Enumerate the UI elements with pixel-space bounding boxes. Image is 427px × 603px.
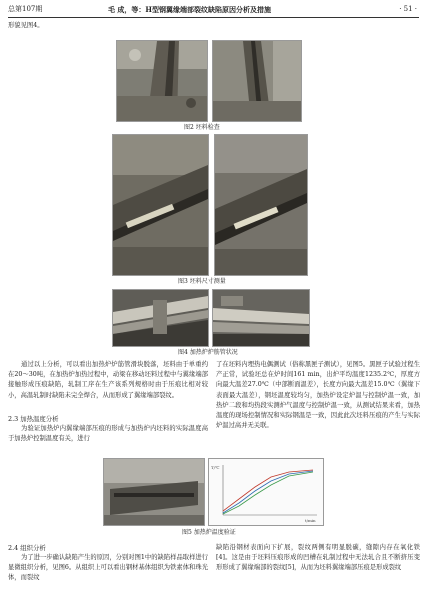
running-title: 毛 成，等：H型钢翼缘端部裂纹缺陷原因分析及措施 <box>108 5 272 14</box>
intro-line: 形貌见图4。 <box>8 22 44 29</box>
fig5-photo-image <box>104 459 204 525</box>
fig4-right-image <box>213 290 309 346</box>
fig5-caption: 图5 加热炉温度验证 <box>182 529 236 536</box>
fig2-photo-right <box>212 40 302 122</box>
fig3-caption: 图3 坯料尺寸测量 <box>178 278 226 285</box>
fig2-right-image <box>213 41 301 121</box>
fig4-left-image <box>113 290 208 346</box>
fig5-chart-image <box>209 459 323 525</box>
right-paragraph-1: 了在坯料内埋热电偶测试（俗称黑匣子测试），见图5。黑匣子试验过程生产正常，试验坯总在炉时间161 min，出炉平均温度1235.2℃，厚度方向最大温差27.0℃（中部断面温差），长度方向最大温差15.0℃（翼缘下表面最大温差），钢坯温度较均匀，加热炉设定炉温与控制炉温一致，加热炉二段和均热段实测炉气温度与控制炉温一致，从测试结果来看，加热温度的现场控制情况和实际钢温是一致，因此此次坯料压痕的产生与实际炉温过高并无关联。 <box>216 361 420 430</box>
fig5-chart <box>208 458 324 526</box>
section-2-3-heading: 2.3 加热温度分析 <box>8 415 59 423</box>
fig3-left-image <box>113 135 208 275</box>
fig5-x-label: t/min <box>305 518 316 523</box>
fig3-right-image <box>215 135 307 275</box>
fig2-left-image <box>117 41 207 121</box>
bottom-left-paragraph: 为了进一步确认缺陷产生的原因，分别对图1中的缺陷样品取样进行显微组织分析，见图6。从组织上可以看出钢材基体组织为铁素体和珠光体，而裂纹 <box>8 554 208 582</box>
left-paragraph-1: 通过以上分析，可以看出加热炉炉筋管滑块脱落，坯料由于单重约在20～30吨，在加热炉加热过程中，动梁在移动坯料过程中与翼缘端部接触形成压痕缺陷，轧制工序在生产该系列规格时由于压痕比相对较小，高温轧制时缺陷未完全焊合，从而形成了翼缘端部裂纹。 <box>8 361 208 399</box>
fig5-photo <box>103 458 205 526</box>
left-paragraph-2: 为验证加热炉内翼缘端部压痕的形成与加热炉内坯料的实际温度高于加热炉控制温度有关，进行 <box>8 425 208 443</box>
fig5-y-label: T/℃ <box>211 465 220 470</box>
fig2-photo-left <box>116 40 208 122</box>
fig3-photo-right <box>214 134 308 276</box>
journal-volume: 总第107期 <box>8 5 43 13</box>
bottom-right-paragraph: 缺陷沿钢材表面向下扩展，裂纹两侧有明显脱碳，缝隙内存在氧化铁[4]。这是由于坯料压痕形成的凹槽在轧制过程中无法轧合且不断挤压变形形成了翼缘端部的裂纹[5]，从而为坯料翼缘端部压痕是形成裂纹 <box>216 544 420 572</box>
header-rule <box>8 17 419 18</box>
fig4-photo-left <box>112 289 209 347</box>
fig4-photo-right <box>212 289 310 347</box>
fig2-caption: 图2 坯料检查 <box>184 124 220 131</box>
page-number: · 51 · <box>399 5 417 13</box>
fig4-caption: 图4 加热炉炉筋管状况 <box>178 349 238 356</box>
section-2-4-heading: 2.4 组织分析 <box>8 544 46 552</box>
fig3-photo-left <box>112 134 209 276</box>
